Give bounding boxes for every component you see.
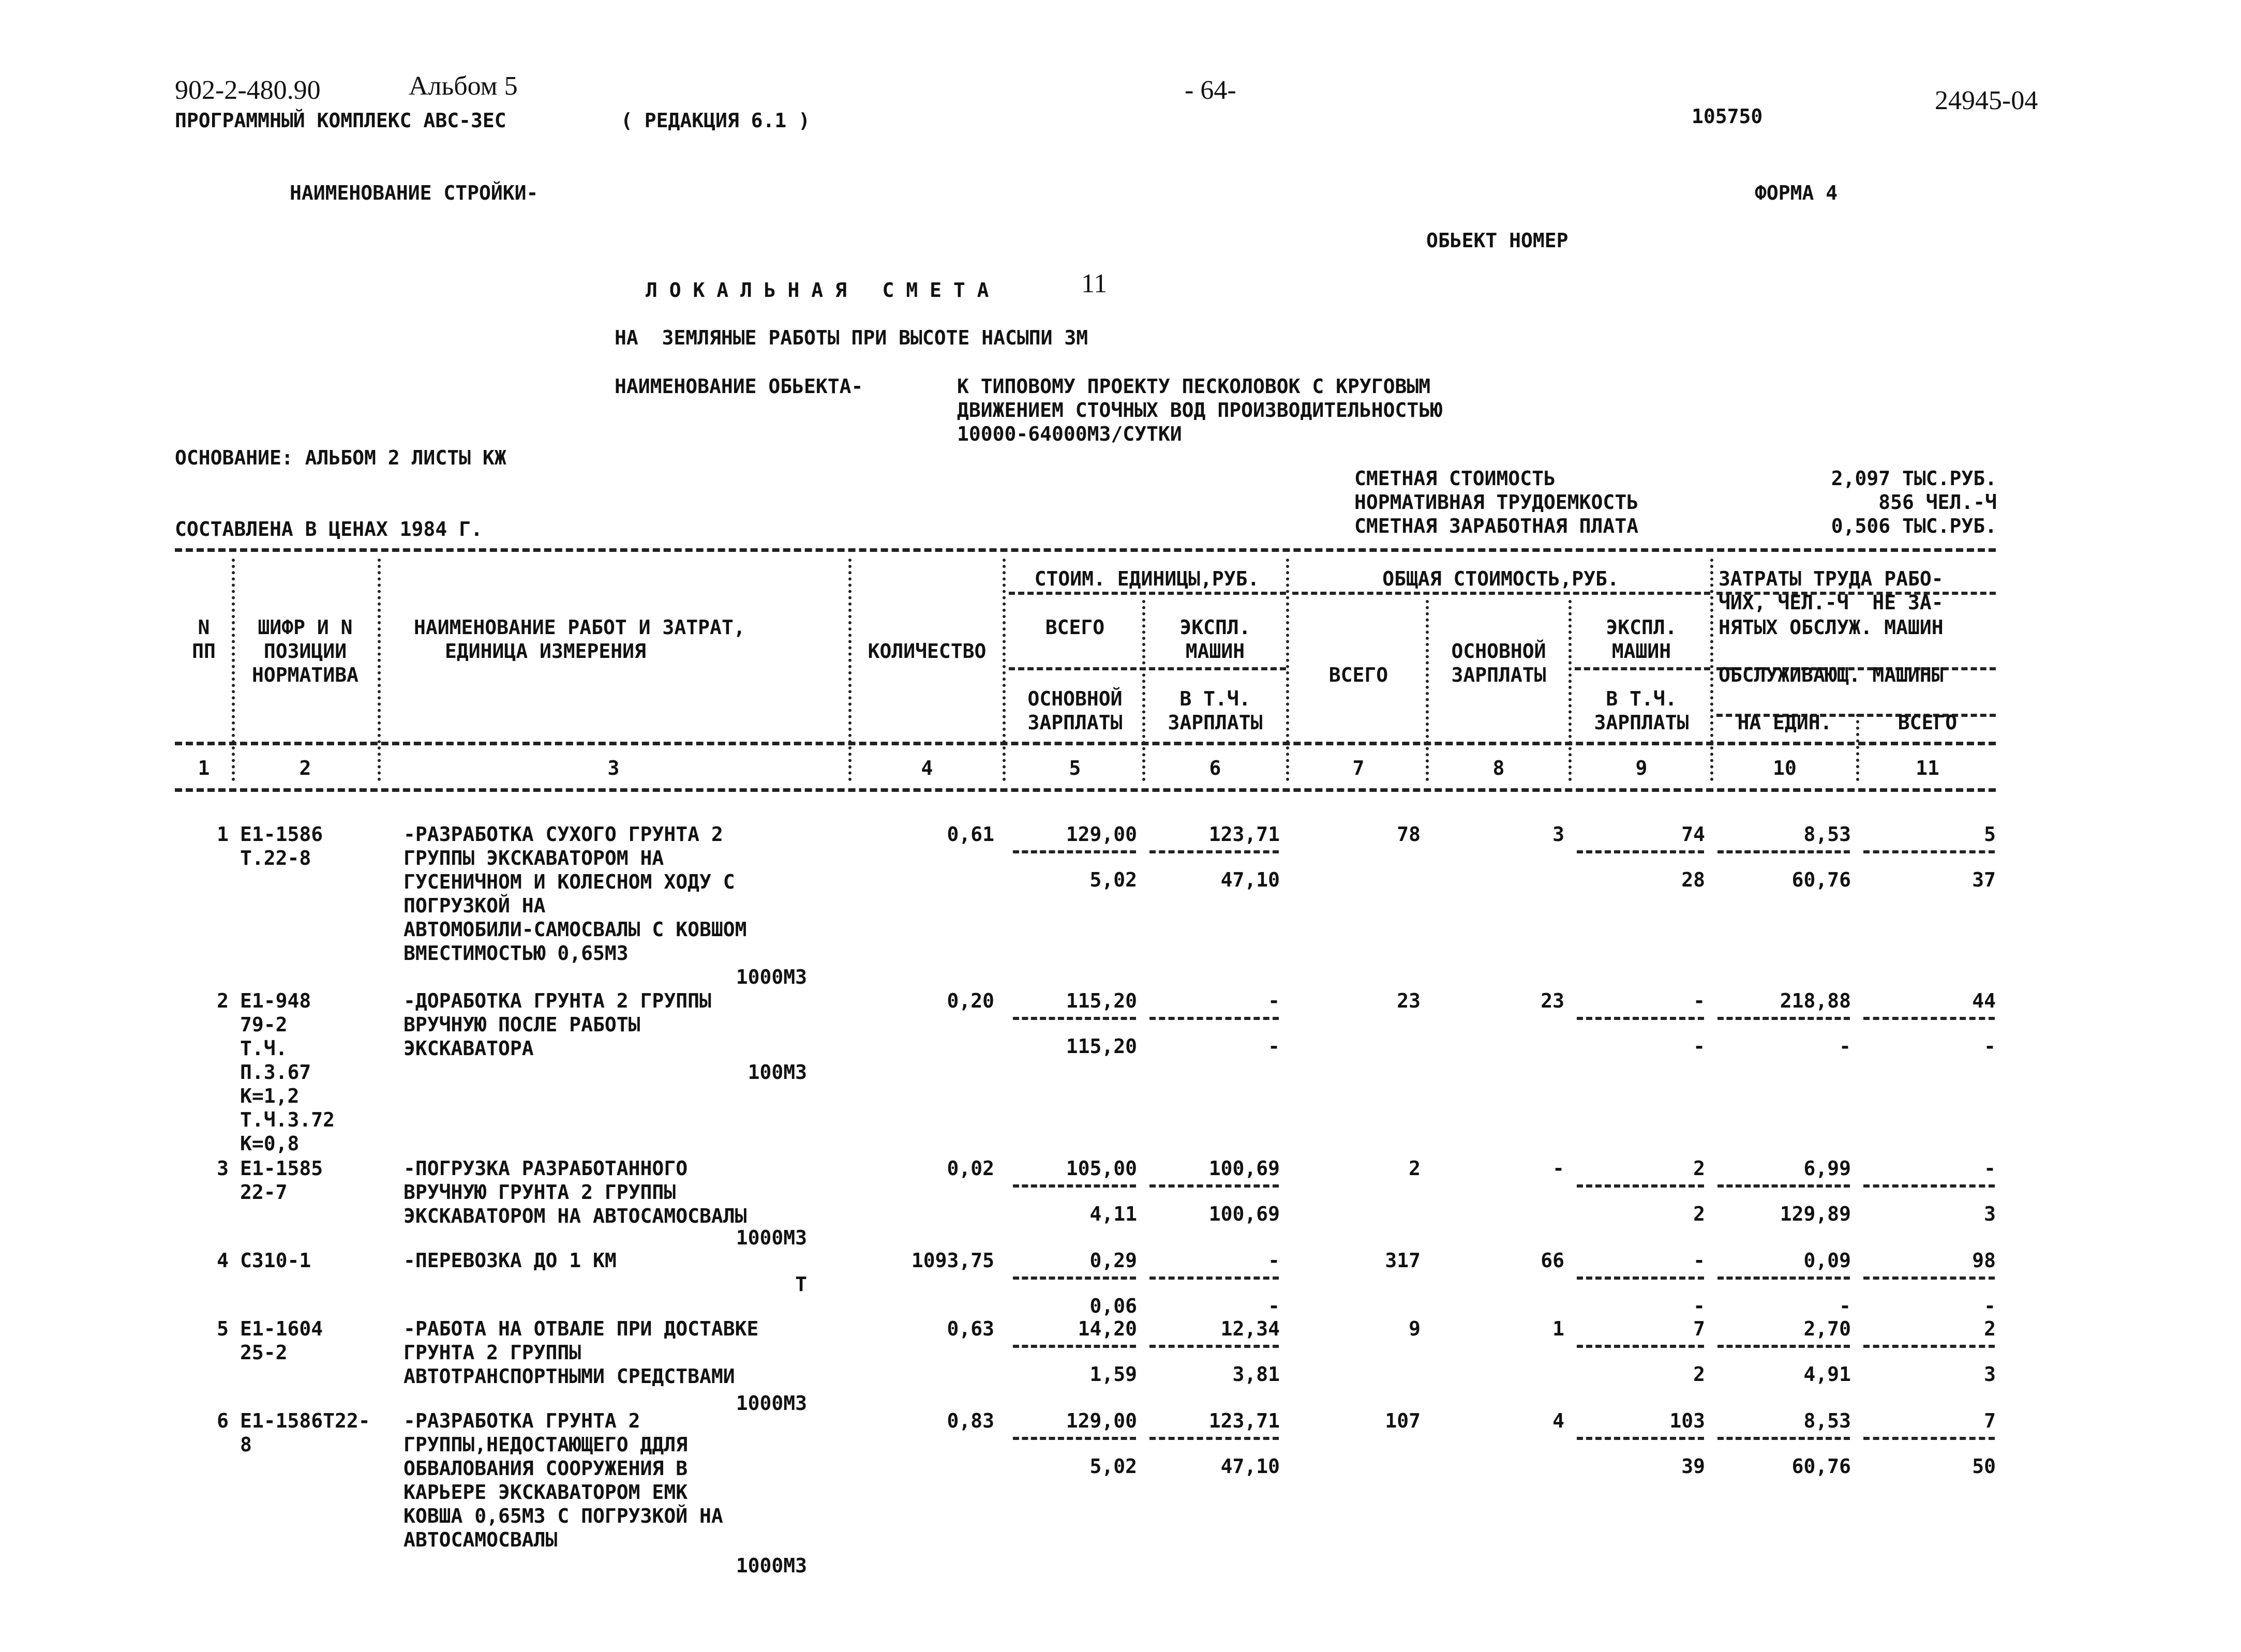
object-name-line-2: ДВИЖЕНИЕМ СТОЧНЫХ ВОД ПРОИЗВОДИТЕЛЬНОСТЬЮ <box>957 399 1442 422</box>
row-quantity: 0,61 <box>947 823 994 846</box>
row-c6-bottom: - <box>1268 1295 1280 1317</box>
header-col11: ВСЕГО <box>1898 711 1958 734</box>
row-total-wages: 23 <box>1541 989 1564 1012</box>
row-c9-top: - <box>1693 1249 1705 1272</box>
object-name-line-1: К ТИПОВОМУ ПРОЕКТУ ПЕСКОЛОВОК С КРУГОВЫМ <box>957 375 1431 398</box>
row-code: Т.Ч. <box>240 1037 288 1060</box>
row-code: К=0,8 <box>240 1132 300 1155</box>
row-c6-bottom: 3,81 <box>1232 1363 1280 1386</box>
page-mark: - 64- <box>1185 76 1236 105</box>
row-c11-bottom: 50 <box>1972 1455 1996 1478</box>
column-number: 4 <box>921 757 933 779</box>
row-work-name: ВРУЧНУЮ ГРУНТА 2 ГРУППЫ <box>404 1181 676 1204</box>
header-col1-line1: N <box>198 616 210 639</box>
estimate-number: 11 <box>1081 269 1108 298</box>
cell-divider-rule <box>1013 850 1136 853</box>
row-c5-bottom: 5,02 <box>1089 868 1137 891</box>
row-total-cost: 78 <box>1397 823 1421 846</box>
row-c9-bottom: 2 <box>1693 1363 1705 1386</box>
row-work-name: ГРУППЫ ЭКСКАВАТОРОМ НА <box>404 847 664 869</box>
row-c10-bottom: - <box>1839 1035 1851 1058</box>
row-c11-bottom: 37 <box>1972 868 1996 891</box>
summary-value-cost: 2,097 ТЫС.РУБ. <box>1831 467 1997 490</box>
cell-divider-rule <box>1863 1017 1995 1020</box>
row-total-wages: 1 <box>1552 1317 1564 1340</box>
cell-divider-rule <box>1577 1184 1704 1188</box>
row-c6-top: - <box>1268 1249 1280 1272</box>
header-sub-rule <box>1575 667 1710 670</box>
header-col6-top-line1: ЭКСПЛ. <box>1179 616 1251 639</box>
cell-divider-rule <box>1149 850 1279 853</box>
column-separator <box>1568 600 1572 781</box>
row-c6-top: 100,69 <box>1208 1157 1280 1180</box>
header-col5-bottom-line2: ЗАРПЛАТЫ <box>1027 711 1123 734</box>
summary-value-labor: 856 ЧЕЛ.-Ч <box>1878 491 1997 514</box>
row-code: Е1-1586Т22- <box>240 1409 370 1432</box>
column-separator <box>1286 559 1289 781</box>
row-c10-bottom: 129,89 <box>1780 1203 1851 1225</box>
estimate-title: Л О К А Л Ь Н А Я С М Е Т А <box>646 279 989 302</box>
object-name-label: НАИМЕНОВАНИЕ ОБЬЕКТА- <box>615 375 863 398</box>
cell-divider-rule <box>1149 1276 1279 1280</box>
row-unit: 1000М3 <box>736 966 807 988</box>
row-c5-top: 129,00 <box>1066 1409 1137 1432</box>
row-unit: 1000М3 <box>736 1392 807 1415</box>
cell-divider-rule <box>1577 850 1704 853</box>
cell-divider-rule <box>1577 1017 1704 1020</box>
prices-line: СОСТАВЛЕНА В ЦЕНАХ 1984 Г. <box>175 518 483 540</box>
row-code: Е1-1604 <box>240 1317 323 1340</box>
column-number: 3 <box>607 757 620 779</box>
row-c9-bottom: 2 <box>1693 1203 1705 1225</box>
row-c6-top: 12,34 <box>1220 1317 1280 1340</box>
header-col9-bottom-line2: ЗАРПЛАТЫ <box>1594 711 1689 734</box>
header-col4: КОЛИЧЕСТВО <box>868 640 987 663</box>
row-work-name: ВРУЧНУЮ ПОСЛЕ РАБОТЫ <box>404 1013 640 1036</box>
row-c9-bottom: - <box>1693 1035 1705 1058</box>
cell-divider-rule <box>1013 1017 1136 1020</box>
row-code: К=1,2 <box>240 1085 300 1107</box>
row-unit: 1000М3 <box>736 1226 807 1249</box>
number-row-rule <box>175 788 1996 792</box>
row-c11-top: 44 <box>1972 989 1996 1012</box>
cell-divider-rule <box>1013 1184 1136 1188</box>
cell-divider-rule <box>1149 1437 1279 1440</box>
header-col9-top-line2: МАШИН <box>1611 640 1671 663</box>
header-col9-bottom-line1: В Т.Ч. <box>1606 687 1677 710</box>
header-col1-line2: ПП <box>192 640 216 663</box>
row-work-name: ВМЕСТИМОСТЬЮ 0,65М3 <box>404 942 629 965</box>
column-separator <box>1003 559 1006 781</box>
row-c11-top: 98 <box>1972 1249 1996 1272</box>
cell-divider-rule <box>1863 850 1995 853</box>
row-c10-top: 218,88 <box>1780 989 1851 1012</box>
row-unit: 1000М3 <box>736 1554 807 1577</box>
row-work-name: АВТОТРАНСПОРТНЫМИ СРЕДСТВАМИ <box>404 1365 735 1388</box>
estimate-purpose: НА ЗЕМЛЯНЫЕ РАБОТЫ ПРИ ВЫСОТЕ НАСЫПИ 3М <box>615 326 1088 349</box>
row-work-name: -РАЗРАБОТКА ГРУНТА 2 <box>404 1409 640 1432</box>
column-separator <box>1426 600 1429 781</box>
construction-label: НАИМЕНОВАНИЕ СТРОЙКИ- <box>290 182 539 204</box>
row-c6-top: 123,71 <box>1208 1409 1280 1432</box>
row-total-cost: 107 <box>1385 1409 1421 1432</box>
column-number: 9 <box>1635 757 1648 779</box>
row-total-cost: 9 <box>1409 1317 1421 1340</box>
row-c10-bottom: 60,76 <box>1791 1455 1851 1478</box>
row-quantity: 0,63 <box>947 1317 994 1340</box>
row-c10-top: 8,53 <box>1803 1409 1851 1432</box>
cell-divider-rule <box>1717 1345 1850 1348</box>
row-c5-bottom: 5,02 <box>1089 1455 1137 1478</box>
row-c6-bottom: 47,10 <box>1220 1455 1280 1478</box>
table-top-rule <box>175 548 1996 552</box>
row-c9-top: - <box>1693 989 1705 1012</box>
header-col8-line2: ЗАРПЛАТЫ <box>1451 664 1546 686</box>
row-c6-bottom: 100,69 <box>1208 1203 1280 1225</box>
header-col8-line1: ОСНОВНОЙ <box>1451 640 1546 663</box>
row-code: 22-7 <box>240 1181 288 1204</box>
header-col3-line1: НАИМЕНОВАНИЕ РАБОТ И ЗАТРАТ, <box>414 616 745 639</box>
header-sub-rule <box>1009 667 1286 670</box>
row-work-name: АВТОМОБИЛИ-САМОСВАЛЫ С КОВШОМ <box>404 918 747 941</box>
column-separator <box>848 559 851 781</box>
row-c9-top: 2 <box>1693 1157 1705 1180</box>
cell-divider-rule <box>1717 1437 1850 1440</box>
cell-divider-rule <box>1013 1276 1136 1280</box>
header-bottom-rule <box>175 742 1996 745</box>
column-number: 7 <box>1352 757 1365 779</box>
row-c5-top: 105,00 <box>1066 1157 1137 1180</box>
row-code: 79-2 <box>240 1013 288 1036</box>
row-c9-top: 103 <box>1669 1409 1705 1432</box>
cell-divider-rule <box>1717 1184 1850 1188</box>
cell-divider-rule <box>1149 1017 1279 1020</box>
row-work-name: АВТОСАМОСВАЛЫ <box>404 1528 558 1551</box>
inventory-number: 24945-04 <box>1935 86 2038 115</box>
row-code: Т.22-8 <box>240 847 311 869</box>
row-c5-bottom: 1,59 <box>1089 1363 1137 1386</box>
header-col6-bottom-line2: ЗАРПЛАТЫ <box>1168 711 1263 734</box>
column-separator <box>1710 559 1713 781</box>
column-separator <box>378 559 381 781</box>
row-number: 5 <box>217 1317 229 1340</box>
row-work-name: ОБВАЛОВАНИЯ СООРУЖЕНИЯ В <box>404 1457 688 1480</box>
row-unit: Т <box>795 1273 807 1296</box>
summary-label-cost: СМЕТНАЯ СТОИМОСТЬ <box>1354 467 1556 490</box>
header-unit-cost-group: СТОИМ. ЕДИНИЦЫ,РУБ. <box>1034 567 1260 590</box>
row-c5-top: 129,00 <box>1066 823 1137 846</box>
cell-divider-rule <box>1013 1345 1136 1348</box>
cell-divider-rule <box>1717 1017 1850 1020</box>
row-c5-top: 0,29 <box>1089 1249 1137 1272</box>
header-group-rule <box>1009 592 1286 595</box>
row-c5-top: 115,20 <box>1066 989 1137 1012</box>
header-col6-top-line2: МАШИН <box>1185 640 1245 663</box>
software-line: ПРОГРАММНЫЙ КОМПЛЕКС АВС-3ЕС <box>175 109 506 132</box>
row-total-wages: - <box>1552 1157 1564 1180</box>
row-c10-bottom: 4,91 <box>1803 1363 1851 1386</box>
row-total-cost: 2 <box>1409 1157 1421 1180</box>
row-code: Т.Ч.3.72 <box>240 1108 335 1131</box>
row-total-wages: 3 <box>1552 823 1564 846</box>
row-code: С310-1 <box>240 1249 311 1272</box>
header-col9-top-line1: ЭКСПЛ. <box>1606 616 1677 639</box>
row-c10-top: 0,09 <box>1803 1249 1851 1272</box>
row-total-wages: 4 <box>1552 1409 1564 1432</box>
row-c9-top: 74 <box>1681 823 1705 846</box>
row-c5-bottom: 0,06 <box>1089 1295 1137 1317</box>
cell-divider-rule <box>1577 1437 1704 1440</box>
row-work-name: ГРУНТА 2 ГРУППЫ <box>404 1341 581 1364</box>
cell-divider-rule <box>1013 1437 1136 1440</box>
row-c11-top: 7 <box>1984 1409 1996 1432</box>
row-total-wages: 66 <box>1541 1249 1564 1272</box>
basis-line: ОСНОВАНИЕ: АЛЬБОМ 2 ЛИСТЫ КЖ <box>175 446 506 469</box>
column-number: 2 <box>299 757 311 779</box>
row-work-name: ЭКСКАВАТОРОМ НА АВТОСАМОСВАЛЫ <box>404 1205 747 1227</box>
edition-line: ( РЕДАКЦИЯ 6.1 ) <box>621 109 811 132</box>
row-c11-top: 5 <box>1984 823 1996 846</box>
row-c11-bottom: - <box>1984 1295 1996 1317</box>
project-code: 902-2-480.90 <box>175 76 321 105</box>
row-c10-top: 8,53 <box>1803 823 1851 846</box>
row-c11-bottom: 3 <box>1984 1203 1996 1225</box>
row-work-name: ГУСЕНИЧНОМ И КОЛЕСНОМ ХОДУ С <box>404 870 735 893</box>
row-c10-top: 6,99 <box>1803 1157 1851 1180</box>
summary-label-labor: НОРМАТИВНАЯ ТРУДОЕМКОСТЬ <box>1354 491 1639 514</box>
row-work-name: КОВША 0,65М3 С ПОГРУЗКОЙ НА <box>404 1505 723 1527</box>
row-work-name: -РАЗРАБОТКА СУХОГО ГРУНТА 2 <box>404 823 723 846</box>
row-c9-bottom: - <box>1693 1295 1705 1317</box>
row-c11-bottom: - <box>1984 1035 1996 1058</box>
column-number: 6 <box>1209 757 1221 779</box>
row-work-name: -ПОГРУЗКА РАЗРАБОТАННОГО <box>404 1157 688 1180</box>
row-code: Е1-1586 <box>240 823 323 846</box>
cell-divider-rule <box>1149 1184 1279 1188</box>
row-c5-bottom: 115,20 <box>1066 1035 1137 1058</box>
row-c6-top: 123,71 <box>1208 823 1280 846</box>
row-work-name: -ДОРАБОТКА ГРУНТА 2 ГРУППЫ <box>404 989 711 1012</box>
row-c11-top: 2 <box>1984 1317 1996 1340</box>
row-c6-bottom: - <box>1268 1035 1280 1058</box>
row-quantity: 1093,75 <box>911 1249 994 1272</box>
header-col10: НА ЕДИН. <box>1737 711 1832 734</box>
row-code: Е1-948 <box>240 989 311 1012</box>
row-work-name: КАРЬЕРЕ ЭКСКАВАТОРОМ ЕМК <box>404 1481 688 1504</box>
row-quantity: 0,02 <box>947 1157 994 1180</box>
row-number: 6 <box>217 1409 229 1432</box>
header-col5-bottom-line1: ОСНОВНОЙ <box>1027 687 1123 710</box>
column-number: 1 <box>198 757 210 779</box>
header-total-group: ОБЩАЯ СТОИМОСТЬ,РУБ. <box>1382 567 1619 590</box>
row-code: Е1-1585 <box>240 1157 323 1180</box>
cell-divider-rule <box>1863 1276 1995 1280</box>
row-c5-top: 14,20 <box>1078 1317 1137 1340</box>
summary-value-wages: 0,506 ТЫС.РУБ. <box>1831 515 1997 537</box>
row-unit: 100М3 <box>748 1061 807 1084</box>
header-col2-line1: ШИФР И N <box>258 616 353 639</box>
row-c6-top: - <box>1268 989 1280 1012</box>
album-label: Альбом 5 <box>409 71 518 101</box>
row-code: 25-2 <box>240 1341 288 1364</box>
row-work-name: -ПЕРЕВОЗКА ДО 1 КМ <box>404 1249 617 1272</box>
cell-divider-rule <box>1717 1276 1850 1280</box>
row-c6-bottom: 47,10 <box>1220 868 1280 891</box>
column-number: 8 <box>1492 757 1505 779</box>
header-labor-line2: ЧИХ, ЧЕЛ.-Ч НЕ ЗА- <box>1719 591 1944 614</box>
summary-label-wages: СМЕТНАЯ ЗАРАБОТНАЯ ПЛАТА <box>1354 515 1639 537</box>
object-name-line-3: 10000-64000М3/СУТКИ <box>957 423 1182 445</box>
row-c10-bottom: 60,76 <box>1791 868 1851 891</box>
column-number: 10 <box>1773 757 1797 779</box>
header-col6-bottom-line1: В Т.Ч. <box>1179 687 1251 710</box>
row-work-name: ГРУППЫ,НЕДОСТАЮЩЕГО ДДЛЯ <box>404 1433 688 1456</box>
header-col2-line2: ПОЗИЦИИ <box>263 640 347 663</box>
cell-divider-rule <box>1863 1184 1995 1188</box>
row-code: П.3.67 <box>240 1061 311 1084</box>
cell-divider-rule <box>1717 850 1850 853</box>
column-number: 5 <box>1069 757 1081 779</box>
row-quantity: 0,83 <box>947 1409 994 1432</box>
row-work-name: ПОГРУЗКОЙ НА <box>404 894 546 917</box>
row-c9-top: 7 <box>1693 1317 1705 1340</box>
header-col7: ВСЕГО <box>1328 664 1388 686</box>
row-c9-bottom: 39 <box>1681 1455 1705 1478</box>
header-labor-line3: НЯТЫХ ОБСЛУЖ. МАШИН <box>1719 616 1944 639</box>
cell-divider-rule <box>1863 1345 1995 1348</box>
form-label: ФОРМА 4 <box>1755 182 1838 204</box>
header-col2-line3: НОРМАТИВА <box>252 664 358 686</box>
row-total-cost: 317 <box>1385 1249 1421 1272</box>
header-labor-line1: ЗАТРАТЫ ТРУДА РАБО- <box>1719 567 1944 590</box>
doc-number: 105750 <box>1692 105 1763 128</box>
row-c9-bottom: 28 <box>1681 868 1705 891</box>
row-work-name: -РАБОТА НА ОТВАЛЕ ПРИ ДОСТАВКЕ <box>404 1317 759 1340</box>
header-col3-line2: ЕДИНИЦА ИЗМЕРЕНИЯ <box>445 640 646 663</box>
row-quantity: 0,20 <box>947 989 994 1012</box>
cell-divider-rule <box>1149 1345 1279 1348</box>
row-work-name: ЭКСКАВАТОРА <box>404 1037 534 1060</box>
header-labor-sub: ОБСЛУЖИВАЮЩ. МАШИНЫ <box>1719 664 1944 686</box>
cell-divider-rule <box>1577 1276 1704 1280</box>
row-number: 2 <box>217 989 229 1012</box>
row-c10-bottom: - <box>1839 1295 1851 1317</box>
object-number-label: ОБЬЕКТ НОМЕР <box>1426 229 1568 252</box>
row-c5-bottom: 4,11 <box>1089 1203 1137 1225</box>
header-col5-top: ВСЕГО <box>1045 616 1105 639</box>
row-c11-bottom: 3 <box>1984 1363 1996 1386</box>
row-code: 8 <box>240 1433 252 1456</box>
row-number: 4 <box>217 1249 229 1272</box>
row-c11-top: - <box>1984 1157 1996 1180</box>
column-number: 11 <box>1916 757 1939 779</box>
row-number: 3 <box>217 1157 229 1180</box>
cell-divider-rule <box>1577 1345 1704 1348</box>
cell-divider-rule <box>1863 1437 1995 1440</box>
row-c10-top: 2,70 <box>1803 1317 1851 1340</box>
row-total-cost: 23 <box>1397 989 1421 1012</box>
row-number: 1 <box>217 823 229 846</box>
header-group-rule <box>1292 592 1710 595</box>
